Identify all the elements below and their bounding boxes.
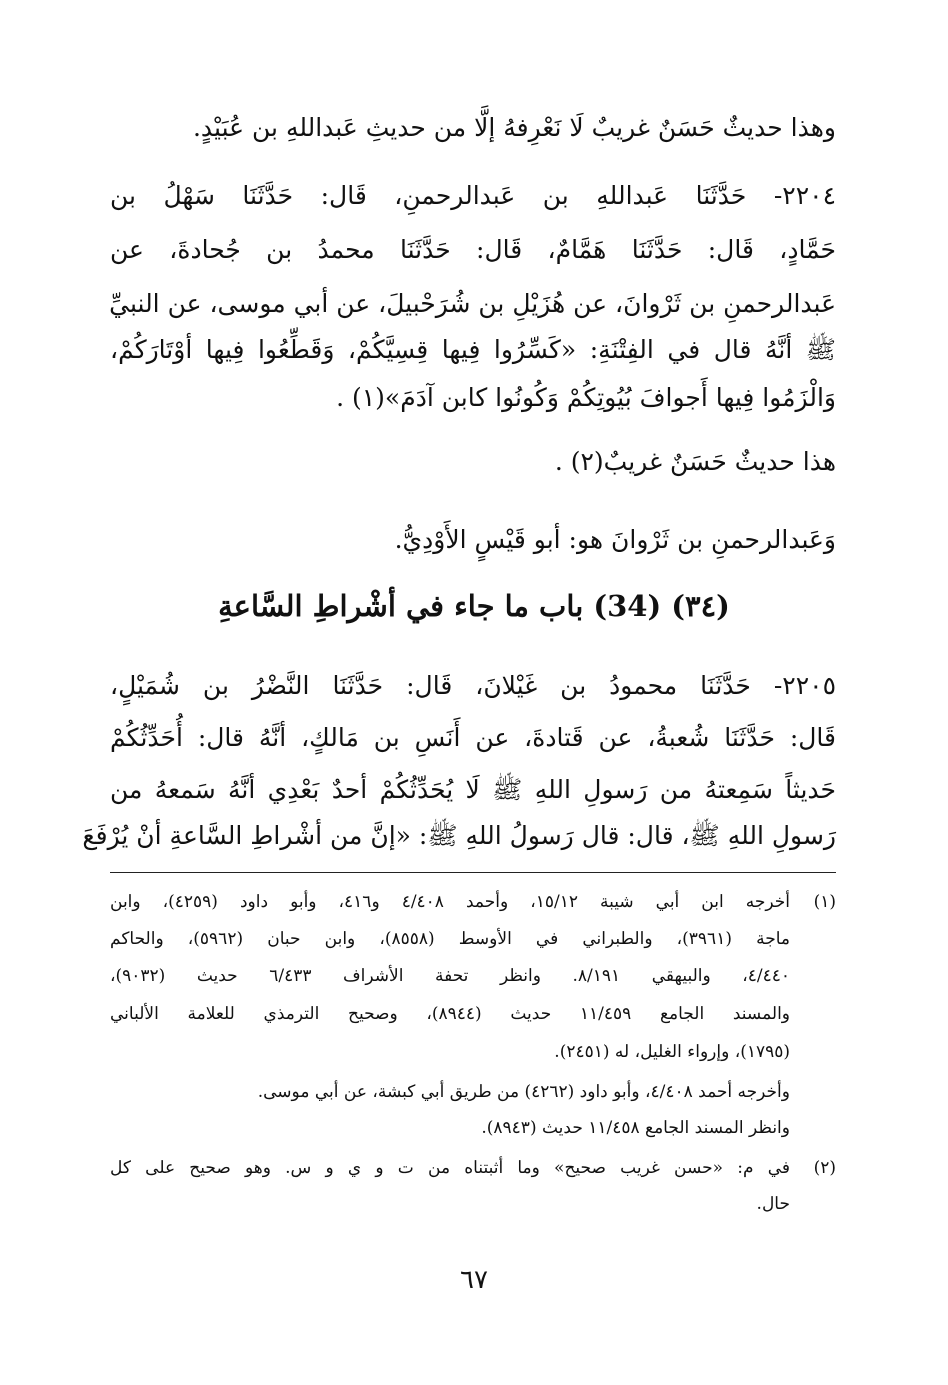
text-line: وَالْزَمُوا فِيها أَجوافَ بُيُوتِكُمْ وَكُونُوا كابن آدَمَ»(١) . bbox=[336, 383, 836, 412]
footnote-line: وأخرجه أحمد ٤/٤٠٨، وأبو داود (٤٢٦٢) من طريق أبي كبشة، عن أبي موسى. bbox=[257, 1082, 790, 1102]
narrator-note-line: وَعَبدالرحمنِ بن ثَرْوانَ هو: أبو قَيْسٍ الأَوْدِيُّ. bbox=[394, 525, 836, 554]
footnote-line: أخرجه ابن أبي شيبة ١٥/١٢، وأحمد ٤/٤٠٨ و٤١٦، وأبو داود (٤٢٥٩)، وابن bbox=[110, 892, 790, 912]
footnote-separator bbox=[110, 872, 836, 873]
text-line: حَمَّادٍ، قَال: حَدَّثَنَا هَمَّامٌ، قَال: حَدَّثَنَا محمدُ بن جُحادةَ، عن bbox=[110, 235, 836, 264]
footnote-line: ٤/٤٤٠، والبيهقي ٨/١٩١. وانظر تحفة الأشراف ٦/٤٣٣ حديث (٩٠٣٢)، bbox=[110, 966, 790, 986]
chapter-heading: (٣٤) (34) باب ما جاء في أشْراطِ السَّاعةِ bbox=[218, 589, 730, 623]
hadith-2205-line: ٢٢٠٥- حَدَّثَنَا محمودُ بن غَيْلانَ، قَال: حَدَّثَنَا النَّضْرُ بن شُمَيْلٍ، bbox=[110, 671, 836, 700]
footnote-line: (١٧٩٥)، وإرواء الغليل، له (٢٤٥١). bbox=[554, 1042, 790, 1062]
footnote-line: والمسند الجامع ١١/٤٥٩ حديث (٨٩٤٤)، وصحيح الترمذي للعلامة الألباني bbox=[110, 1004, 791, 1024]
hadith-2204-line: ٢٢٠٤- حَدَّثَنَا عَبداللهِ بن عَبدالرحمنِ، قَال: حَدَّثَنَا سَهْلُ بن bbox=[110, 181, 836, 210]
text-line: حَديثاً سَمِعتهُ من رَسولِ اللهِ ﷺ لَا يُحَدِّثُكُمْ أحدٌ بَعْدِي أنَّهُ سَمعهُ من bbox=[110, 775, 836, 804]
footnote-1-marker: (١) bbox=[813, 892, 836, 912]
text-line: وهذا حديثٌ حَسَنٌ غريبٌ لَا نَعْرِفهُ إلَّا من حديثِ عَبداللهِ بن عُبَيْدٍ. bbox=[192, 113, 836, 142]
footnote-line: ماجة (٣٩٦١)، والطبراني في الأوسط (٨٥٥٨)، وابن حبان (٥٩٦٢)، والحاكم bbox=[110, 929, 790, 949]
text-line: رَسولِ اللهِ ﷺ، قال: قال رَسولُ اللهِ ﷺ: «إنَّ من أشْراطِ السَّاعةِ أنْ يُرْفَعَ bbox=[82, 821, 836, 850]
footnote-line: وانظر المسند الجامع ١١/٤٥٨ حديث (٨٩٤٣). bbox=[481, 1118, 790, 1138]
footnote-line: في م: «حسن غريب صحيح» وما أثبتناه من ت و ي و س. وهو صحيح على كل bbox=[110, 1158, 790, 1178]
footnote-line: حال. bbox=[756, 1194, 790, 1214]
footnote-2-marker: (٢) bbox=[813, 1158, 836, 1178]
text-line: ﷺ أنَّهُ قال في الفِتْنَةِ: «كَسِّرُوا فِيها قِسِيَّكُمْ، وَقَطِّعُوا فِيها أوْتَارَكُمْ، bbox=[110, 335, 836, 364]
text-line: قَال: حَدَّثَنَا شُعبةُ، عن قَتادةَ، عن أَنَسِ بن مَالكٍ، أنَّهُ قال: أُحَدِّثُكُمْ bbox=[110, 723, 836, 752]
page-number: ٦٧ bbox=[460, 1265, 488, 1295]
text-line: عَبدالرحمنِ بن ثَرْوانَ، عن هُزَيْلِ بن شُرَحْبيلَ، عن أبي موسى، عن النبيِّ bbox=[109, 289, 836, 318]
grading-line: هذا حديثٌ حَسَنٌ غريبٌ(٢) . bbox=[554, 447, 836, 476]
